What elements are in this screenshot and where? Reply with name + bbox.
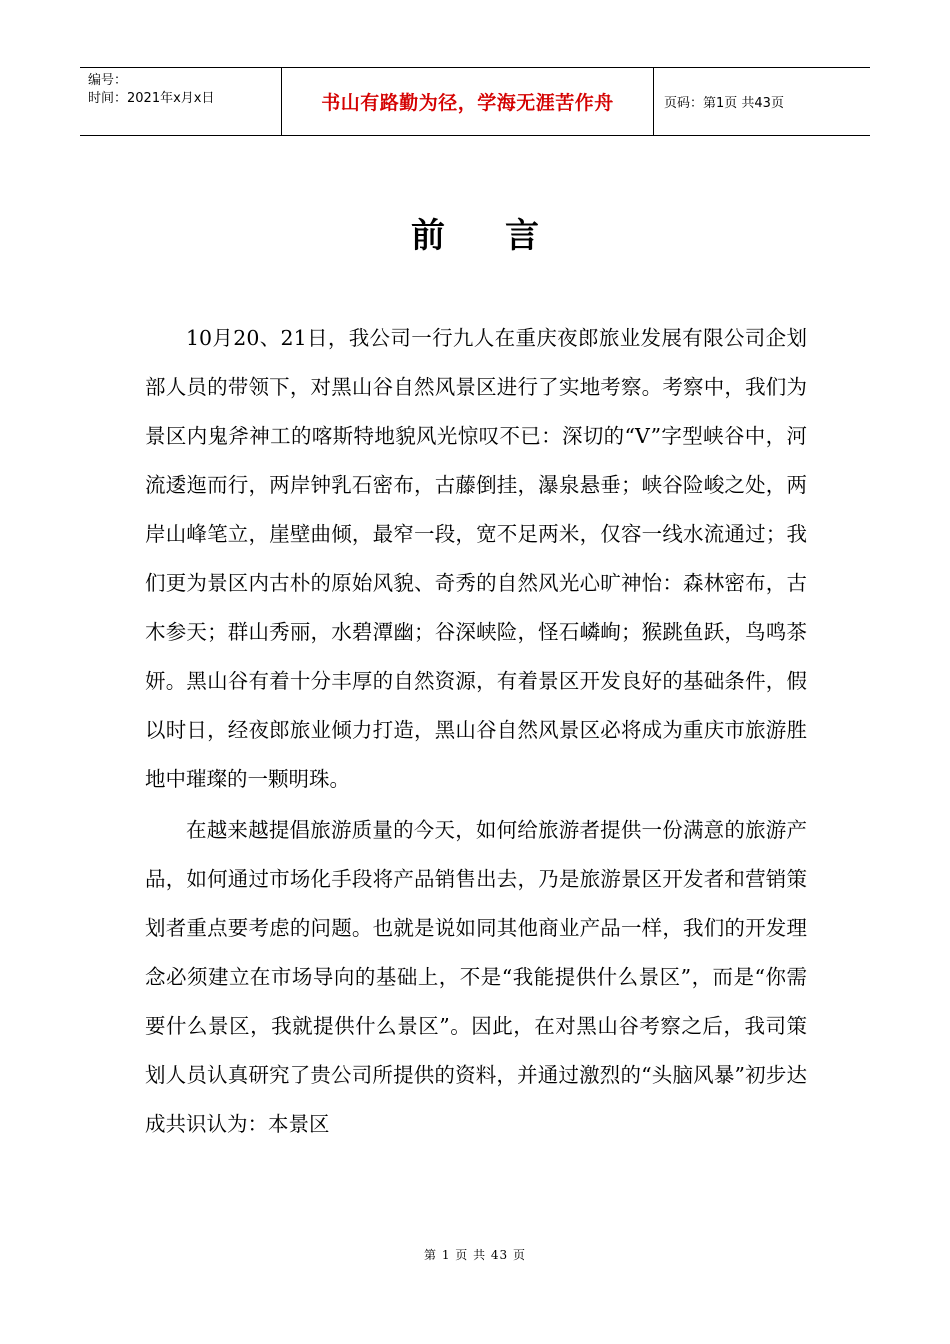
paragraph: 在越来越提倡旅游质量的今天，如何给旅游者提供一份满意的旅游产品，如何通过市场化手段将产品销售出去，乃是旅游景区开发者和营销策划者重点要考虑的问题。也就是说如同其他商业产品一样，我们的开发理念必须建立在市场导向的基础上，不是“我能提供什么景区”，而是“你需要什么景区，我就提供什么景区”。因此，在对黑山谷考察之后，我司策划人员认真研究了贵公司所提供的资料，并通过激烈的“头脑风暴”初步达成共识认为：本景区 [145, 818, 807, 1136]
header-page-info: 页码：第1页 共43页 [664, 96, 784, 111]
page-title: 前言 [411, 216, 599, 256]
document-body [145, 314, 807, 1149]
page-footer: 第 1 页 共 43 页 [424, 1248, 526, 1262]
time-label: 时间：2021年x月x日 [88, 91, 215, 106]
document-header [80, 67, 870, 136]
header-motto: 书山有路勤为径，学海无涯苦作舟 [282, 68, 654, 135]
paragraph: 10月20、21日，我公司一行九人在重庆夜郎旅业发展有限公司企划部人员的带领下，对黑山谷自然风景区进行了实地考察。考察中，我们为景区内鬼斧神工的喀斯特地貌风光惊叹不已：深切的“V”字型峡谷中，河流逶迤而行，两岸钟乳石密布，古藤倒挂，瀑泉悬垂；峡谷险峻之处，两岸山峰笔立，崖壁曲倾，最窄一段，宽不足两米，仅容一线水流通过；我们更为景区内古朴的原始风貌、奇秀的自然风光心旷神怡：森林密布，古木参天；群山秀丽，水碧潭幽；谷深峡险，怪石嶙峋；猴跳鱼跃，鸟鸣茶妍。黑山谷有着十分丰厚的自然资源，有着景区开发良好的基础条件，假以时日，经夜郎旅业倾力打造，黑山谷自然风景区必将成为重庆市旅游胜地中璀璨的一颗明珠。 [145, 326, 807, 791]
header-meta [80, 68, 282, 135]
number-label: 编号： [88, 73, 128, 88]
